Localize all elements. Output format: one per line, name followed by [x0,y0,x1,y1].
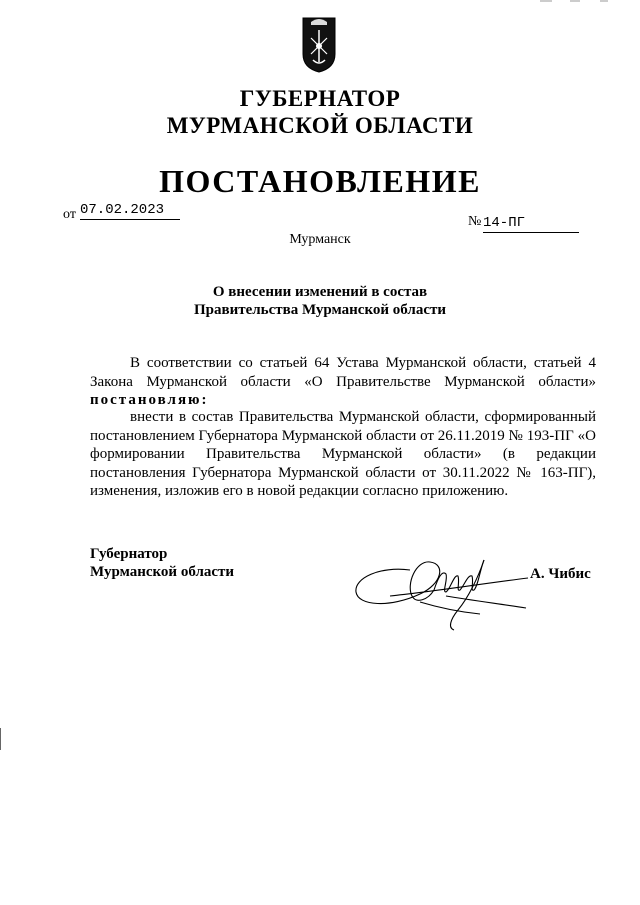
handwritten-signature [350,548,535,643]
signatory-title-line1: Губернатор [90,546,168,562]
subject-line2: Правительства Мурманской области [193,302,447,318]
body-paragraph-preamble [90,354,596,410]
body-paragraph-operative: внести в состав Правительства Мурманской области, сформированный постановлением Губернатора Мурманской области от 26.11.2019 № 193-ПГ «О формировании Правительства Мурманской области» (в редакции постановления Губернатора Мурманской области от 30.11.2022 № 163-ПГ), изменения, изложив его в новой редакции согласно приложению. [90,409,596,499]
coat-of-arms-icon [301,14,337,74]
preamble-text: В соответствии со статьей 64 Устава Мурманской области, статьей 4 Закона Мурманской области «О Правительстве Мурманской области» [90,355,596,390]
authority-title-line1: ГУБЕРНАТОР [239,86,401,111]
authority-title-line2: МУРМАНСКОЙ ОБЛАСТИ [166,113,474,138]
margin-scan-mark [0,728,4,750]
document-number: 14-ПГ [483,215,579,233]
document-date: 07.02.2023 [80,202,180,220]
signatory-name: А. Чибис [530,566,591,582]
document-type-title: ПОСТАНОВЛЕНИЕ [159,163,481,199]
date-prefix: от [63,207,76,222]
city-label: Мурманск [289,232,351,247]
corner-scan-mark [540,0,610,4]
subject-line1: О внесении изменений в состав [212,284,428,300]
number-prefix: № [468,214,482,229]
signatory-title-line2: Мурманской области [90,564,235,580]
decree-word: постановляю: [90,392,209,408]
